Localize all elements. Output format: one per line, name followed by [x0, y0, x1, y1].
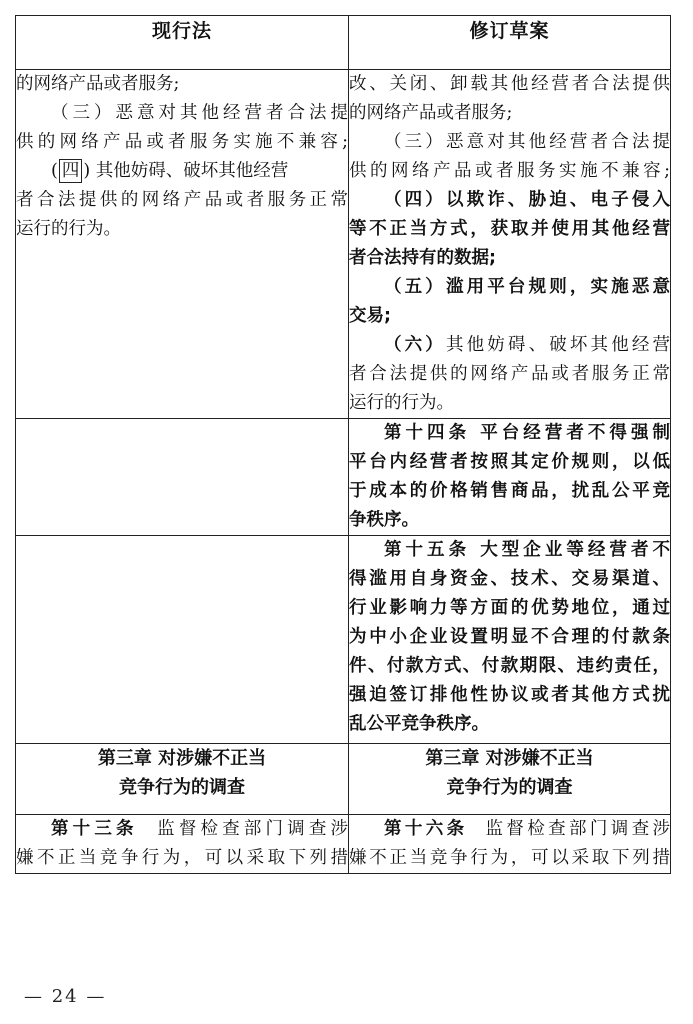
text-line: 运行的行为。	[16, 219, 121, 239]
revised-draft-cell	[349, 419, 671, 536]
text-line: 平台内经营者按照其定价规则，以低	[349, 452, 670, 472]
revised-draft-cell	[349, 815, 671, 874]
boxed-numeral: 四	[59, 159, 83, 183]
chapter-subtitle: 竞争行为的调查	[119, 777, 245, 798]
text-line: 者合法持有的数据;	[349, 248, 496, 268]
current-law-cell	[16, 536, 349, 744]
text-line: 行业影响力等方面的优势地位，通过	[349, 598, 670, 618]
comparison-table	[15, 15, 671, 874]
chapter-subtitle: 竞争行为的调查	[446, 777, 573, 798]
text-fragment: 其他妨碍、破坏其他经营	[95, 161, 289, 181]
header-revised-draft: 修订草案	[349, 16, 671, 70]
current-law-cell	[16, 815, 349, 874]
text-line: 于成本的价格销售商品，扰乱公平竞	[349, 481, 670, 501]
text-line: 争秩序。	[349, 510, 419, 530]
text-line: （三）恶意对其他经营者合法提	[51, 103, 348, 123]
text-line: 交易;	[349, 306, 391, 326]
chapter-heading-right	[349, 744, 671, 815]
text-line: 的网络产品或者服务;	[349, 103, 513, 123]
text-line: 乱公平竞争秩序。	[349, 714, 489, 734]
text-line: 供的网络产品或者服务实施不兼容;	[349, 161, 670, 181]
text-line: 运行的行为。	[349, 393, 454, 413]
text-line: 嫌不正当竞争行为，可以采取下列措	[16, 848, 348, 868]
chapter-title: 第三章 对涉嫌不正当	[425, 748, 594, 769]
text-line: 第十四条 平台经营者不得强制	[384, 423, 670, 443]
revised-draft-cell	[349, 70, 671, 419]
table-row	[16, 70, 671, 419]
text-line: 件、付款方式、付款期限、违约责任，	[349, 656, 670, 676]
text-line: （五）滥用平台规则，实施恶意	[384, 277, 670, 297]
table-row	[16, 536, 671, 744]
current-law-cell	[16, 419, 349, 536]
text-line: 供的网络产品或者服务实施不兼容;	[16, 132, 348, 152]
text-line: 者合法提供的网络产品或者服务正常	[16, 190, 348, 210]
table-row	[16, 419, 671, 536]
text-line: 强迫签订排他性协议或者其他方式扰	[349, 685, 670, 705]
text-fragment: （六）	[384, 335, 446, 355]
text-line: 等不正当方式，获取并使用其他经营	[349, 219, 670, 239]
header-row	[16, 16, 671, 70]
current-law-cell	[16, 70, 349, 419]
text-line: 嫌不正当竞争行为，可以采取下列措	[349, 848, 670, 868]
text-line: 第十五条 大型企业等经营者不	[384, 540, 670, 560]
chapter-row	[16, 744, 671, 815]
text-fragment: 监督检查部门调查涉	[157, 819, 349, 839]
article-number: 第十六条	[384, 819, 468, 839]
page-number: — 24 —	[24, 986, 107, 1007]
chapter-title: 第三章 对涉嫌不正当	[97, 748, 267, 769]
table-row	[16, 815, 671, 874]
text-line: （四）以欺诈、胁迫、电子侵入	[384, 190, 670, 210]
text-line	[349, 331, 670, 360]
text-line: 者合法提供的网络产品或者服务正常	[349, 364, 670, 384]
text-fragment: 其他妨碍、破坏其他经营	[445, 335, 671, 355]
text-fragment: 监督检查部门调查涉	[485, 819, 670, 839]
text-line: 得滥用自身资金、技术、交易渠道、	[349, 569, 670, 589]
text-line: 改、关闭、卸载其他经营者合法提供	[349, 74, 670, 94]
text-line	[16, 815, 348, 844]
text-line: 为中小企业设置明显不合理的付款条	[349, 627, 670, 647]
revised-draft-cell	[349, 536, 671, 744]
article-number: 第十三条	[51, 819, 138, 839]
chapter-heading-left	[16, 744, 349, 815]
text-line	[349, 815, 670, 844]
header-current-law: 现行法	[16, 16, 349, 70]
text-line: 的网络产品或者服务;	[16, 74, 180, 94]
text-line: （三）恶意对其他经营者合法提	[384, 132, 670, 152]
text-line: ( 四 ) 其他妨碍、破坏其他经营	[51, 161, 289, 181]
